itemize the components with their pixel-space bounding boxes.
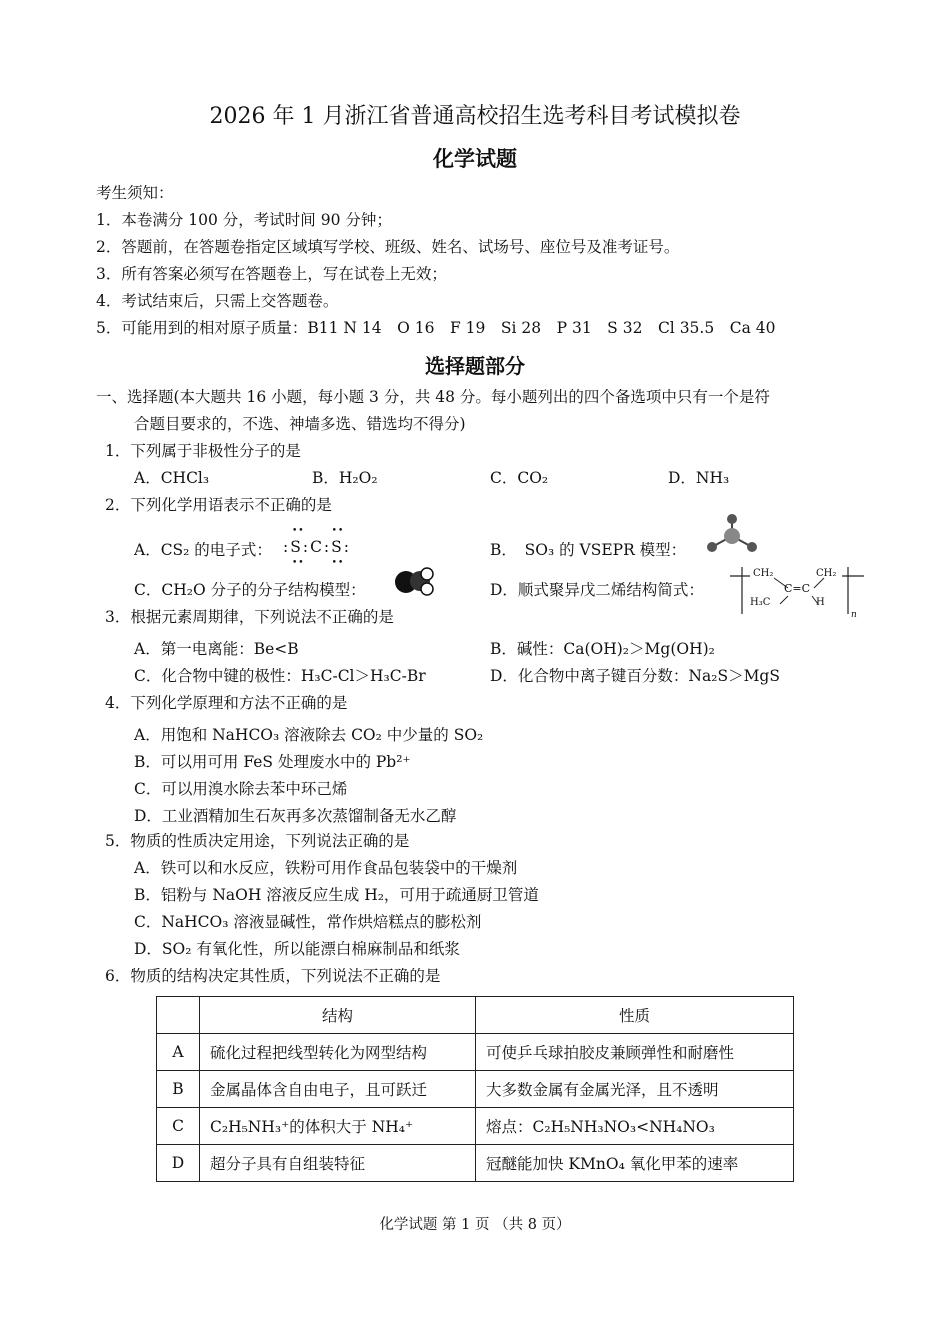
q3-option-a: A．第一电离能：Be<B bbox=[134, 640, 299, 658]
table-row bbox=[157, 1071, 794, 1108]
q1-stem: 1．下列属于非极性分子的是 bbox=[105, 442, 301, 460]
section-intro-line2: 合题目要求的，不选、神墙多选、错选均不得分) bbox=[134, 415, 466, 433]
section-intro-line1: 一、选择题(本大题共 16 小题，每小题 3 分，共 48 分。每小题列出的四个备选项中只有一个是符 bbox=[96, 388, 770, 406]
notice-item-2: 2．答题前，在答题卷指定区域填写学校、班级、姓名、试场号、座位号及准考证号。 bbox=[96, 238, 680, 256]
q6-table bbox=[156, 996, 794, 1182]
q5-option-a: A．铁可以和水反应，铁粉可用作食品包装袋中的干燥剂 bbox=[134, 859, 518, 877]
q2-option-c: C．CH₂O 分子的分子结构模型： bbox=[134, 581, 366, 599]
q3-option-b: B．碱性：Ca(OH)₂＞Mg(OH)₂ bbox=[490, 640, 715, 658]
page-footer: 化学试题 第 1 页 （共 8 页） bbox=[379, 1217, 571, 1233]
q2-option-b: B． SO₃ 的 VSEPR 模型： bbox=[490, 541, 687, 559]
notice-item-3: 3．所有答案必须写在答题卷上，写在试卷上无效； bbox=[96, 265, 447, 283]
table-cell: 熔点：C₂H₅NH₃NO₃<NH₄NO₃ bbox=[476, 1108, 794, 1145]
q1-option-a: A．CHCl₃ bbox=[134, 469, 210, 487]
q5-stem: 5．物质的性质决定用途，下列说法正确的是 bbox=[105, 832, 410, 850]
q3-option-c: C．化合物中键的极性：H₃C-Cl＞H₃C-Br bbox=[134, 667, 426, 685]
table-header-cell: 性质 bbox=[476, 997, 794, 1034]
polymer-ch2-left: CH₂ bbox=[753, 568, 774, 579]
table-cell: 超分子具有自组装特征 bbox=[200, 1145, 476, 1182]
exam-subtitle: 化学试题 bbox=[433, 146, 517, 171]
table-row bbox=[157, 1145, 794, 1182]
q5-option-b: B．铝粉与 NaOH 溶液反应生成 H₂，可用于疏通厨卫管道 bbox=[134, 886, 539, 904]
notice-item-1: 1．本卷满分 100 分，考试时间 90 分钟； bbox=[96, 211, 392, 229]
table-row bbox=[157, 1034, 794, 1071]
polymer-h3c: H₃C bbox=[750, 597, 771, 608]
q1-option-c: C．CO₂ bbox=[490, 469, 549, 487]
table-cell: C₂H₅NH₃⁺的体积大于 NH₄⁺ bbox=[200, 1108, 476, 1145]
table-cell: C bbox=[157, 1108, 200, 1145]
table-cell: 金属晶体含自由电子，且可跃迁 bbox=[200, 1071, 476, 1108]
table-cell: A bbox=[157, 1034, 200, 1071]
table-header-row bbox=[157, 997, 794, 1034]
polymer-n: n bbox=[851, 610, 857, 620]
q4-option-d: D．工业酒精加生石灰再多次蒸馏制备无水乙醇 bbox=[134, 807, 457, 825]
q3-stem: 3．根据元素周期律，下列说法不正确的是 bbox=[105, 608, 394, 626]
table-header-cell bbox=[157, 997, 200, 1034]
section-title: 选择题部分 bbox=[425, 354, 525, 378]
table-cell: 冠醚能加快 KMnO₄ 氧化甲苯的速率 bbox=[476, 1145, 794, 1182]
notice-heading: 考生须知： bbox=[96, 184, 174, 202]
table-cell: 大多数金属有金属光泽，且不透明 bbox=[476, 1071, 794, 1108]
q3-option-d: D．化合物中离子键百分数：Na₂S＞MgS bbox=[490, 667, 780, 685]
q5-option-c: C．NaHCO₃ 溶液显碱性，常作烘焙糕点的膨松剂 bbox=[134, 913, 482, 931]
notice-item-4: 4．考试结束后，只需上交答题卷。 bbox=[96, 292, 339, 310]
q4-stem: 4．下列化学原理和方法不正确的是 bbox=[105, 694, 348, 712]
q6-stem: 6．物质的结构决定其性质，下列说法不正确的是 bbox=[105, 967, 441, 985]
table-cell: B bbox=[157, 1071, 200, 1108]
so3-vsepr-model-icon bbox=[702, 512, 762, 556]
table-cell: 可使乒乓球拍胶皮兼顾弹性和耐磨性 bbox=[476, 1034, 794, 1071]
lone-pair-dots-bottom: •• •• bbox=[292, 558, 345, 568]
polymer-ch2-right: CH₂ bbox=[816, 568, 837, 579]
lone-pair-dots-top: •• •• bbox=[292, 526, 345, 536]
table-cell: 硫化过程把线型转化为网型结构 bbox=[200, 1034, 476, 1071]
polymer-h: H bbox=[816, 597, 825, 608]
q2-option-d: D．顺式聚异戊二烯结构简式： bbox=[490, 581, 704, 599]
q2-stem: 2．下列化学用语表示不正确的是 bbox=[105, 496, 332, 514]
table-cell: D bbox=[157, 1145, 200, 1182]
ch2o-model-icon bbox=[392, 566, 438, 596]
q2-option-a: A．CS₂ 的电子式： bbox=[134, 541, 272, 559]
exam-title: 2026 年 1 月浙江省普通高校招生选考科目考试模拟卷 bbox=[209, 104, 741, 129]
table-header-cell: 结构 bbox=[200, 997, 476, 1034]
q4-option-a: A．用饱和 NaHCO₃ 溶液除去 CO₂ 中少量的 SO₂ bbox=[134, 726, 484, 744]
q4-option-b: B．可以用可用 FeS 处理废水中的 Pb²⁺ bbox=[134, 753, 411, 771]
table-row bbox=[157, 1108, 794, 1145]
q1-option-d: D．NH₃ bbox=[668, 469, 730, 487]
polymer-double-bond: C=C bbox=[784, 582, 811, 595]
q2-electron-formula: :S:C:S: bbox=[283, 538, 351, 556]
q4-option-c: C．可以用溴水除去苯中环己烯 bbox=[134, 780, 348, 798]
notice-item-5: 5．可能用到的相对原子质量：B11 N 14 O 16 F 19 Si 28 P 31 S 32 Cl 35.5 Ca 40 bbox=[96, 319, 776, 337]
q1-option-b: B．H₂O₂ bbox=[312, 469, 378, 487]
q5-option-d: D．SO₂ 有氧化性，所以能漂白棉麻制品和纸浆 bbox=[134, 940, 460, 958]
